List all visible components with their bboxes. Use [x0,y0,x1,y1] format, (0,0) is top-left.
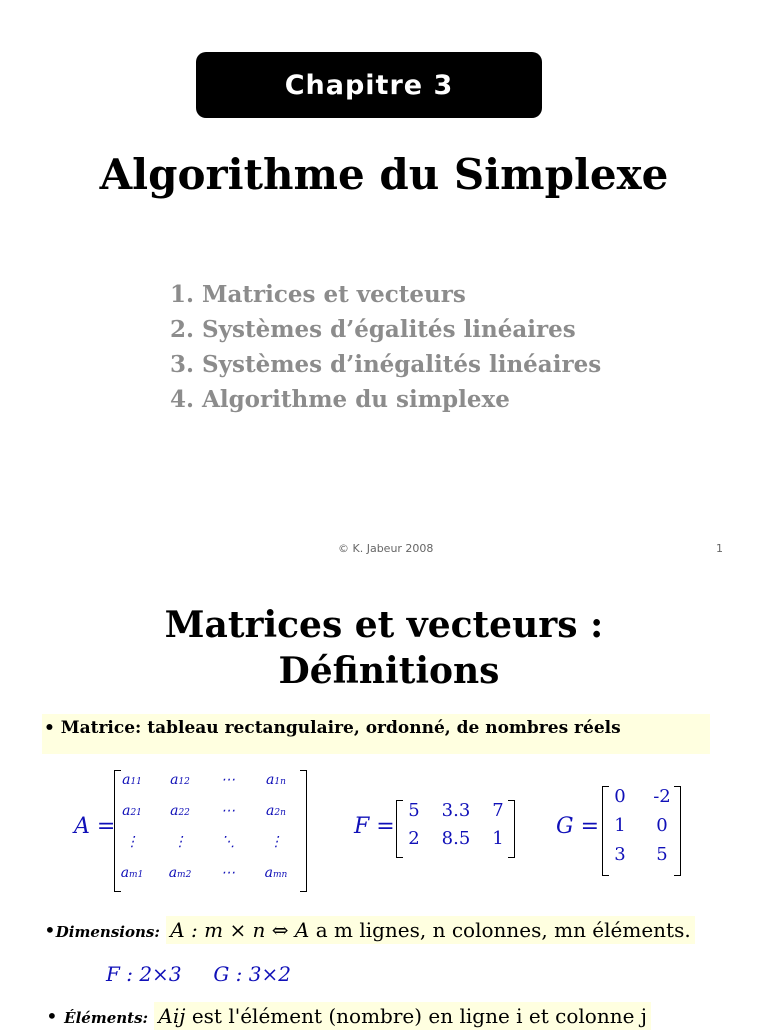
matrix-a-label: A = [74,814,116,839]
matrix-f-cell: 2 [408,828,420,849]
elements-label: Éléments: [64,1009,149,1027]
slide1-title: Algorithme du Simplexe [99,150,669,199]
footer-page-number: 1 [716,542,723,555]
matrix-g-cell: 0 [614,786,626,807]
matrix-a-cell: ⋮ [125,834,139,850]
slide2-title-line1: Matrices et vecteurs : [164,604,604,646]
footer-copyright: © K. Jabeur 2008 [338,542,434,555]
elements-symbol: Aij [158,1004,186,1028]
matrix-a-cell: ⋱ [221,834,235,850]
matrix-f-label: F = [354,814,395,839]
toc-item: 3. Systèmes d’inégalités linéaires [170,351,602,378]
matrix-f-cell: 7 [492,800,504,821]
matrix-a-cell: ⋮ [173,834,187,850]
dimensions-label: Dimensions: [55,923,160,941]
matrix-g-cell: 1 [614,815,626,836]
elements-line: • Éléments: Aij est l'élément (nombre) en ligne i et colonne j [46,1004,651,1028]
matrix-a-cell: a2n [266,803,286,819]
matrix-a-cell: ⋮ [269,834,283,850]
toc-item: 1. Matrices et vecteurs [170,281,466,308]
matrix-f-cell: 5 [408,800,420,821]
matrix-f-cell: 1 [492,828,504,849]
matrix-a-cell: a21 [122,803,142,819]
matrix-g-cell: 3 [614,844,626,865]
dimensions-text: a m lignes, n colonnes, mn éléments. [309,918,691,942]
matrix-a-cell: ⋯ [221,865,235,881]
matrix-f-cell: 8.5 [441,828,471,849]
dimension-examples: F : 2×3 G : 3×2 [106,962,291,986]
dimensions-expr: A : m × n ⇔ A [170,918,310,942]
matrix-g-cell: -2 [653,786,671,807]
matrix-g-label: G = [556,814,600,839]
matrix-a-right-bracket [300,770,307,892]
matrix-a-cell: ⋯ [221,772,235,788]
matrix-a-cell: a1n [266,772,286,788]
elements-text: est l'élément (nombre) en ligne i et colonne j [185,1004,647,1028]
toc-item: 4. Algorithme du simplexe [170,386,510,413]
matrix-a-cell: amn [264,865,288,881]
bullet-matrice: • Matrice: tableau rectangulaire, ordonné, de nombres réels [44,718,621,738]
slide2-title [0,602,768,694]
matrix-a-cell: a11 [122,772,142,788]
matrix-g-cell: 5 [656,844,668,865]
toc-item: 2. Systèmes d’égalités linéaires [170,316,576,343]
dimensions-line: •Dimensions: A : m × n ⇔ A a m lignes, n colonnes, mn éléments. [44,918,695,942]
matrix-a-cell: a22 [170,803,190,819]
table-of-contents [170,280,630,420]
matrix-a-cell: ⋯ [221,803,235,819]
matrix-f-cell: 3.3 [441,800,471,821]
matrix-a-cell: am2 [168,865,192,881]
chapter-label: Chapitre 3 [284,69,454,101]
matrix-a-cell: am1 [120,865,144,881]
matrix-a-cell: a12 [170,772,190,788]
matrix-g-cell: 0 [656,815,668,836]
slide2-title-line2: Définitions [278,650,500,692]
chapter-badge [196,52,542,118]
